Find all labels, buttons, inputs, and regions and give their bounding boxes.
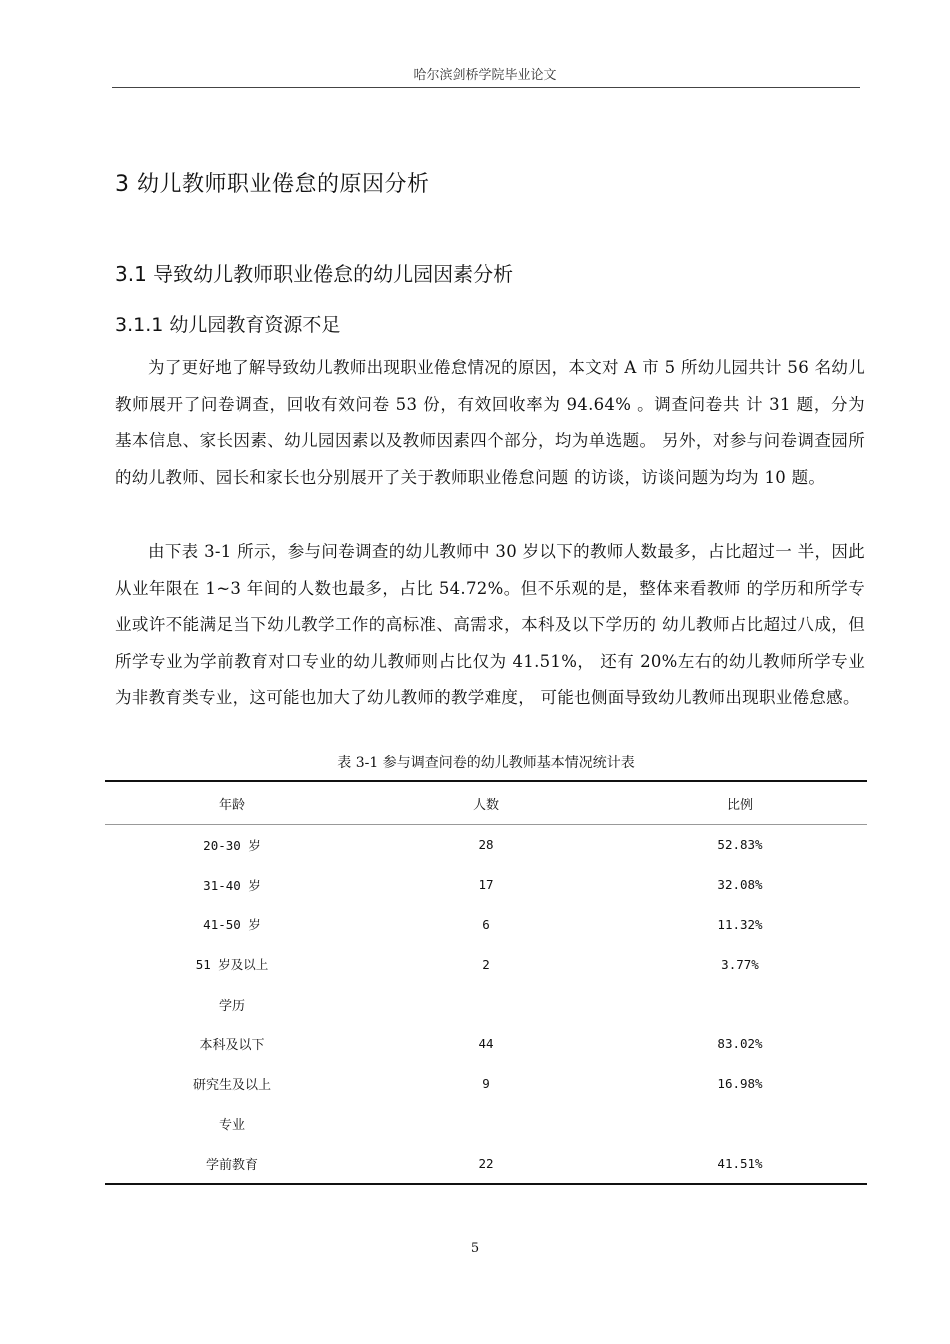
table-cell-category: 51 岁及以上 bbox=[195, 957, 269, 973]
table-cell-category: 研究生及以上 bbox=[192, 1078, 271, 1094]
table-row bbox=[105, 865, 867, 905]
table-group-label: 专业 bbox=[218, 1117, 245, 1133]
table-cell-ratio: 83.02% bbox=[717, 1036, 763, 1052]
table-cell-count: 44 bbox=[478, 1036, 494, 1052]
column-header-age: 年龄 bbox=[218, 797, 245, 813]
column-header-ratio: 比例 bbox=[726, 797, 753, 813]
running-header: 哈尔滨剑桥学院毕业论文 bbox=[413, 68, 557, 83]
table-row bbox=[105, 825, 867, 865]
table-cell-category: 本科及以下 bbox=[199, 1038, 265, 1054]
table-cell-ratio: 52.83% bbox=[717, 837, 763, 853]
table-cell-ratio: 11.32% bbox=[717, 916, 763, 932]
table-cell-count: 28 bbox=[478, 837, 494, 853]
body-paragraph-1: 为了更好地了解导致幼儿教师出现职业倦怠情况的原因，本文对 A 市 5 所幼儿园共计 56 名幼儿教师展开了问卷调查，回收有效问卷 53 份，有效回收率为 94.64% 。调查问卷共 计 31 题，分为基本信息、家长因素、幼儿园因素以及教师因素四个部分，均为单选题。 另外，对参与问卷调查园所的幼儿教师、园长和家长也分别展开了关于教师职业倦怠问题 的访谈，访谈问题为均为 10 题。 bbox=[115, 358, 865, 487]
table-group-row bbox=[105, 984, 867, 1024]
subsection-heading: 3.1 导致幼儿教师职业倦怠的幼儿园因素分析 bbox=[115, 262, 514, 286]
body-paragraph-2: 由下表 3-1 所示，参与问卷调查的幼儿教师中 30 岁以下的教师人数最多，占比超过一 半，因此从业年限在 1~3 年间的人数也最多，占比 54.72%。但不乐观的是，整体来看教师 的学历和所学专业或许不能满足当下幼儿教学工作的高标准、高需求，本科及以下学历的 幼儿教师占比超过八成，但所学专业为学前教育对口专业的幼儿教师则占比仅为 41.51%， 还有 20%左右的幼儿教师所学专业为非教育类专业，这可能也加大了幼儿教师的教学难度， 可能也侧面导致幼儿教师出现职业倦怠感。 bbox=[115, 542, 865, 707]
page-number: 5 bbox=[470, 1241, 480, 1256]
table-row bbox=[105, 944, 867, 984]
statistics-table bbox=[105, 780, 867, 1185]
column-header-count: 人数 bbox=[472, 797, 499, 813]
table-cell-count: 2 bbox=[482, 956, 490, 972]
table-cell-count: 22 bbox=[478, 1155, 494, 1171]
table-cell-category: 41-50 岁 bbox=[203, 917, 261, 933]
table-row bbox=[105, 1024, 867, 1064]
table-row bbox=[105, 905, 867, 945]
table-row bbox=[105, 1143, 867, 1183]
table-cell-count: 17 bbox=[478, 877, 494, 893]
table-cell-category: 学前教育 bbox=[205, 1157, 258, 1173]
section-heading: 3 幼儿教师职业倦怠的原因分析 bbox=[115, 172, 430, 197]
table-cell-count: 9 bbox=[482, 1076, 490, 1092]
table-cell-ratio: 41.51% bbox=[717, 1155, 763, 1171]
table-cell-category: 20-30 岁 bbox=[203, 837, 261, 853]
table-cell-ratio: 32.08% bbox=[717, 877, 763, 893]
table-row bbox=[105, 1064, 867, 1104]
table-header-row bbox=[105, 782, 867, 825]
header-rule bbox=[112, 87, 860, 88]
table-caption: 表 3-1 参与调查问卷的幼儿教师基本情况统计表 bbox=[337, 755, 635, 771]
table-cell-ratio: 16.98% bbox=[717, 1076, 763, 1092]
table-group-label: 学历 bbox=[218, 998, 245, 1014]
subsubsection-heading: 3.1.1 幼儿园教育资源不足 bbox=[115, 314, 341, 336]
table-cell-count: 6 bbox=[482, 916, 490, 932]
table-cell-category: 31-40 岁 bbox=[203, 877, 261, 893]
table-cell-ratio: 3.77% bbox=[721, 956, 759, 972]
table-group-row bbox=[105, 1104, 867, 1144]
